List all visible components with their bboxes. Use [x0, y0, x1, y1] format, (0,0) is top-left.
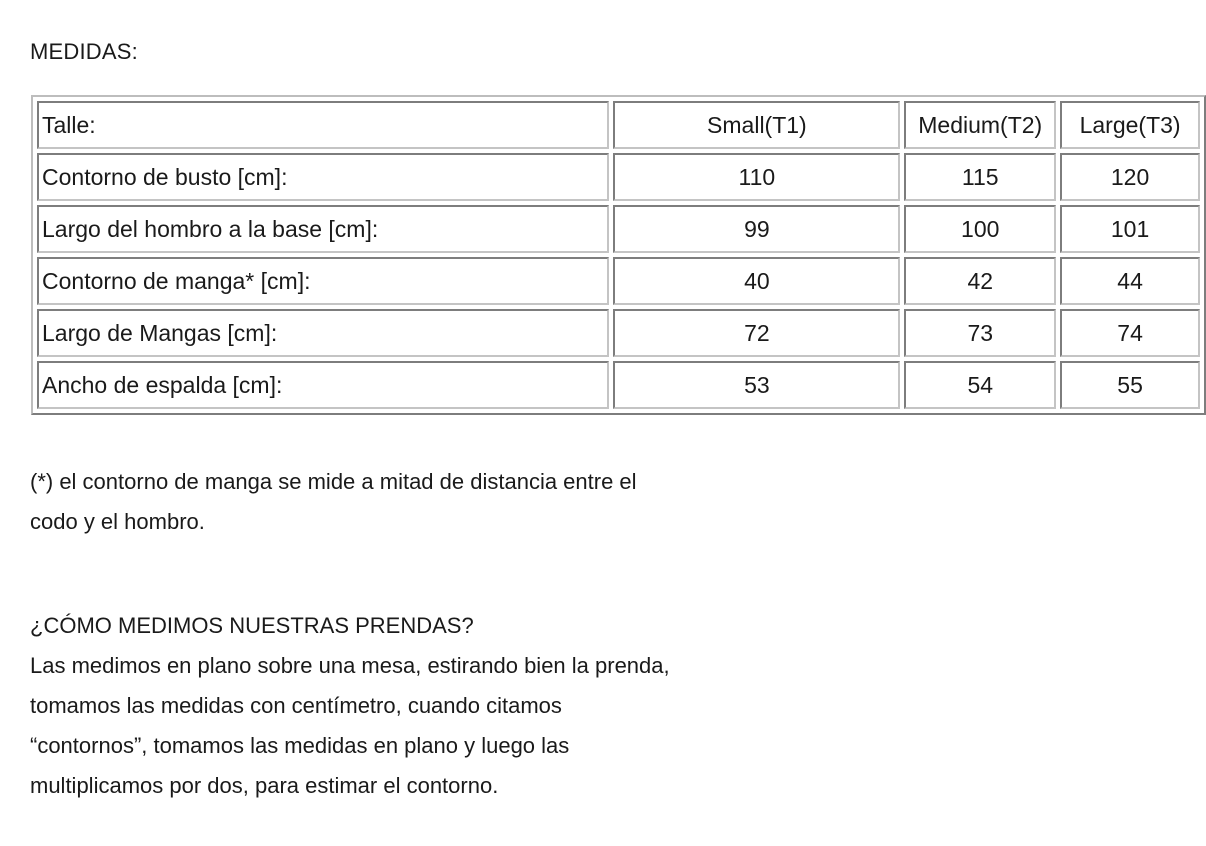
- size-large-header: Large(T3): [1060, 101, 1200, 149]
- table-row: [37, 309, 1200, 357]
- paragraph-line: Las medimos en plano sobre una mesa, estirando bien la prenda,: [30, 653, 670, 678]
- cell-medium: 42: [904, 257, 1056, 305]
- cell-small: 110: [613, 153, 900, 201]
- cell-small: 72: [613, 309, 900, 357]
- cell-medium: 100: [904, 205, 1056, 253]
- size-medium-header: Medium(T2): [904, 101, 1056, 149]
- cell-medium: 54: [904, 361, 1056, 409]
- cell-large: 74: [1060, 309, 1200, 357]
- table-header-row: [37, 101, 1200, 149]
- row-label: Ancho de espalda [cm]:: [37, 361, 609, 409]
- cell-small: 99: [613, 205, 900, 253]
- cell-small: 40: [613, 257, 900, 305]
- paragraph-line: tomamos las medidas con centímetro, cuando citamos: [30, 693, 562, 718]
- cell-small: 53: [613, 361, 900, 409]
- note-line: codo y el hombro.: [30, 509, 205, 534]
- sleeve-note: [30, 462, 750, 542]
- size-chart-table: [31, 95, 1206, 415]
- row-label: Contorno de busto [cm]:: [37, 153, 609, 201]
- table-row: [37, 153, 1200, 201]
- row-label: Contorno de manga* [cm]:: [37, 257, 609, 305]
- cell-medium: 73: [904, 309, 1056, 357]
- row-label: Largo del hombro a la base [cm]:: [37, 205, 609, 253]
- table-row: [37, 205, 1200, 253]
- paragraph-line: “contornos”, tomamos las medidas en plano y luego las: [30, 733, 570, 758]
- size-small-header: Small(T1): [613, 101, 900, 149]
- row-label: Largo de Mangas [cm]:: [37, 309, 609, 357]
- cell-large: 44: [1060, 257, 1200, 305]
- cell-large: 120: [1060, 153, 1200, 201]
- table-row: [37, 257, 1200, 305]
- section-title: ¿CÓMO MEDIMOS NUESTRAS PRENDAS?: [30, 613, 474, 638]
- table-row: [37, 361, 1200, 409]
- cell-large: 101: [1060, 205, 1200, 253]
- cell-large: 55: [1060, 361, 1200, 409]
- page-heading: MEDIDAS:: [30, 39, 138, 64]
- measuring-method-section: [30, 606, 790, 806]
- note-line: (*) el contorno de manga se mide a mitad de distancia entre el: [30, 469, 637, 494]
- cell-medium: 115: [904, 153, 1056, 201]
- paragraph-line: multiplicamos por dos, para estimar el contorno.: [30, 773, 499, 798]
- size-label-cell: Talle:: [37, 101, 609, 149]
